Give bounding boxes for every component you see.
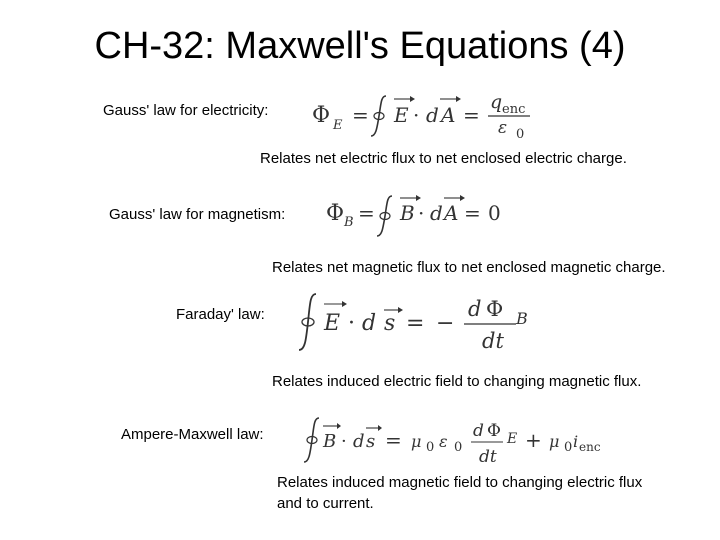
numerator-d: d xyxy=(468,297,482,321)
phi-subscript: B xyxy=(516,309,528,328)
gauss-electric-label: Gauss' law for electricity: xyxy=(103,102,269,119)
d-symbol: d xyxy=(430,201,443,225)
current-subscript: enc xyxy=(579,440,601,454)
dot-operator: · xyxy=(348,311,355,336)
path-s: s xyxy=(366,431,376,452)
current-i: i xyxy=(573,432,579,451)
phi-subscript: B xyxy=(344,215,354,230)
dot-operator: · xyxy=(341,431,347,452)
ampere-equation xyxy=(303,414,615,470)
ampere-label: Ampere-Maxwell law: xyxy=(121,426,264,443)
dot-operator: · xyxy=(413,103,420,127)
equals-sign-2: = xyxy=(463,103,480,127)
phi-subscript: E xyxy=(333,118,343,133)
numerator-phi: Φ xyxy=(487,421,501,441)
field-E: E xyxy=(324,311,341,336)
epsilon: ε xyxy=(498,118,508,138)
field-B: B xyxy=(323,431,337,452)
d-symbol: d xyxy=(353,431,365,452)
phi-subscript: E xyxy=(507,431,518,447)
numerator-phi: Φ xyxy=(486,297,504,321)
d-symbol: d xyxy=(362,311,377,336)
mu-subscript: 0 xyxy=(426,440,435,455)
page-title: CH-32: Maxwell's Equations (4) xyxy=(94,25,626,67)
zero: 0 xyxy=(488,201,501,225)
plus-sign: + xyxy=(525,428,542,452)
ampere-description-line1: Relates induced magnetic field to changing electric flux xyxy=(277,474,643,491)
numerator-d: d xyxy=(473,421,484,441)
equals-sign: = xyxy=(406,311,425,336)
equals-sign: = xyxy=(358,201,375,225)
gauss-magnetic-label: Gauss' law for magnetism: xyxy=(109,206,286,223)
phi-symbol: Φ xyxy=(326,201,345,226)
mu-subscript-second: 0 xyxy=(564,440,573,455)
denominator-dt: dt xyxy=(479,447,497,467)
mu-0: μ xyxy=(411,432,422,451)
faraday-description: Relates induced electric field to changing magnetic flux. xyxy=(272,373,642,390)
epsilon-0: ε xyxy=(439,432,448,451)
gauss-electric-equation xyxy=(308,88,548,142)
d-symbol: d xyxy=(426,103,439,127)
epsilon-subscript: 0 xyxy=(516,127,525,142)
denominator-dt: dt xyxy=(482,329,504,353)
field-B: B xyxy=(400,201,415,225)
equals-sign: = xyxy=(352,103,369,127)
gauss-electric-description: Relates net electric flux to net enclosed electric charge. xyxy=(260,150,627,167)
charge-q: q xyxy=(490,91,503,113)
dot-operator: · xyxy=(418,201,425,225)
faraday-label: Faraday' law: xyxy=(176,306,265,323)
mu-0-second: μ xyxy=(549,432,560,451)
ampere-description-line2: and to current. xyxy=(277,495,374,512)
equals-sign-2: = xyxy=(464,201,481,225)
minus-sign: − xyxy=(436,311,455,336)
epsilon-subscript: 0 xyxy=(454,440,463,455)
field-E: E xyxy=(394,103,409,127)
path-s: s xyxy=(384,311,396,336)
area-A: A xyxy=(444,201,459,225)
area-A: A xyxy=(441,103,456,127)
phi-symbol: Φ xyxy=(312,103,331,128)
gauss-magnetic-equation xyxy=(322,190,512,244)
charge-subscript: enc xyxy=(502,102,526,117)
gauss-magnetic-description: Relates net magnetic flux to net enclosed magnetic charge. xyxy=(272,259,666,276)
faraday-equation xyxy=(298,292,548,356)
equals-sign: = xyxy=(385,428,402,452)
